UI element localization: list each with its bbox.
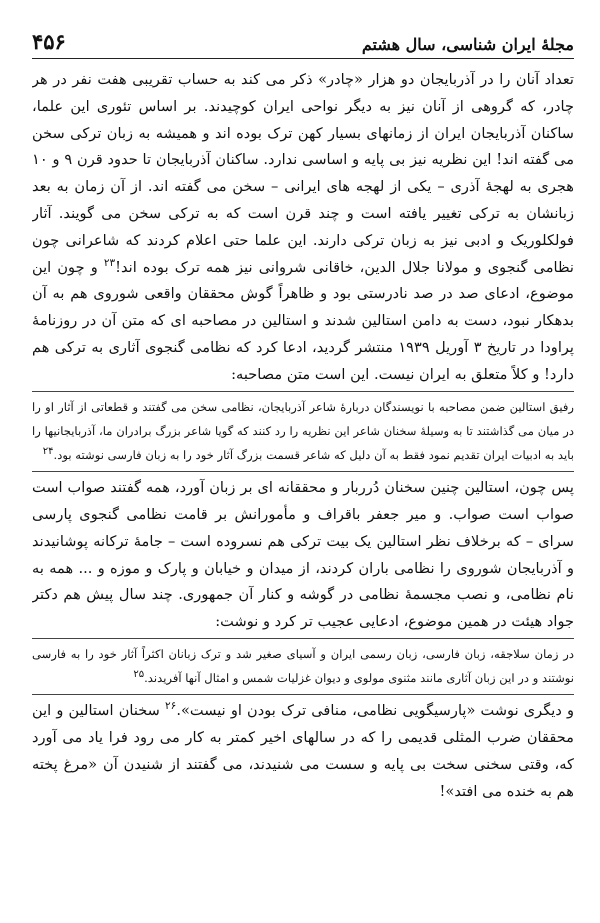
book-page [32,22,574,912]
paragraph-1-continuation: و چون این موضوع، ادعای صد در صد نادرستی بود و ظاهراً گوش محققان واقعی شوروی هم به آن بدهکار نبود، دست به دامن استالین شدند و استالین در مصاحبه ای که متن آن در روزنامهٔ پراودا در تاریخ ۳ آوریل ۱۹۳۹ منتشر گردید، ادعا کرد که نظامی گنجوی آثاری به ترکی هم دارد! و کلاً متعلق به ایران نیست. این است متن مصاحبه: [32,258,574,383]
paragraph-2 [32,475,574,636]
body-text [32,67,574,806]
block-quote-stalin [32,391,574,473]
paragraph-3-continuation: سخنان استالین و این محققان ضرب المثلی قدیمی را که در سالهای اخیر کمتر به کار می رود فرا یاد می آورد که، وقتی سخنی سخت بی پایه و سست می شنیدند، می گفتند از شنیدن آن «مرغ پخته هم به خنده می افتد»! [32,702,574,800]
footnote-ref-25: ۲۵ [133,669,145,681]
paragraph-3-text: و دیگری نوشت «پارسیگویی نظامی، منافی ترک بودن او نیست». [176,702,574,720]
block-quote-heyat-text: در زمان سلاجقه، زبان فارسی، زبان رسمی ایران و آسیای صغیر شد و ترک زبانان اکثراً آثار خود را به فارسی نوشتند و در این زبان آثاری مانند مثنوی مولوی و دیوان غزلیات شمس و امثال آنها آفریدند. [32,646,574,686]
running-head [32,22,574,59]
paragraph-1 [32,67,574,389]
journal-title: مجلهٔ ایران شناسی، سال هشتم [361,35,574,54]
block-quote-stalin-text: رفیق استالین ضمن مصاحبه با نویسندگان دربارهٔ شاعر آذربایجان، نظامی سخن می گفتند و قطعاتی از آثار او را در میان می گذاشتند تا به وسیلهٔ سخنان شاعر این نظریه را رد کنند که گویا شاعر بزرگ برادران ما، آذربایجانیها را باید به ادبیات ایران تقدیم نمود فقط به آن دلیل که شاعر قسمت بزرگ آثار خود را به زبان فارسی نوشته بود. [32,399,574,462]
footnote-ref-26: ۲۶ [165,700,177,713]
footnote-ref-23: ۲۳ [103,256,116,269]
block-quote-heyat [32,638,574,695]
paragraph-3 [32,698,574,805]
paragraph-2-text: پس چون، استالین چنین سخنان دُرربار و محققانه ای بر زبان آورد، همه گفتند صواب است صواب است صواب. و میر جعفر باقراف و مأمورانش بر قامت نظامی گنجوی پارسی سرای – که برخلاف نظر استالین یک بیت ترکی هم نسروده است – جامهٔ ترکانه پوشانیدند و آذربایجان شوروی را نظامی باران کردند، از میدان و خیابان و پارک و موزه و ... همه به نام نظامی، و نصب مجسمهٔ نظامی در گوشه و کنار آن جمهوری. چند سال پیش هم دکتر جواد هیئت در همین موضوع، ادعایی عجیب تر کرد و نوشت: [32,479,574,631]
page-number: ۴۵۶ [32,29,66,54]
paragraph-1-text: تعداد آنان را در آذربایجان دو هزار «چادر» ذکر می کند به حساب تقریبی هفت نفر در هر چادر، که گروهی از آنان نیز به دیگر نواحی ایران کوچیدند. بر اساس تئوری این علما، ساکنان آذربایجان ایران از زمانهای بسیار کهن ترک بوده اند و همیشه به زبان ترکی سخن می گفته اند! این نظریه نیز بی پایه و اساسی ندارد. ساکنان آذربایجان تا حدود قرن ۹ و ۱۰ هجری به لهجهٔ آذری – یکی از لهجه های ایرانی – سخن می گفته اند. از آن زمان به بعد زبانشان به ترکی تغییر یافته است و چند قرن است که به ترکی سخن می گویند. آثار فولکلوریک و ادبی نیز به زبان ترکی دارند. این علما حتی اعلام کردند که شاعرانی چون نظامی گنجوی و مولانا جلال الدین، خاقانی شروانی نیز همه ترک بوده اند! [32,71,574,276]
footnote-ref-24: ۲۴ [42,446,54,458]
